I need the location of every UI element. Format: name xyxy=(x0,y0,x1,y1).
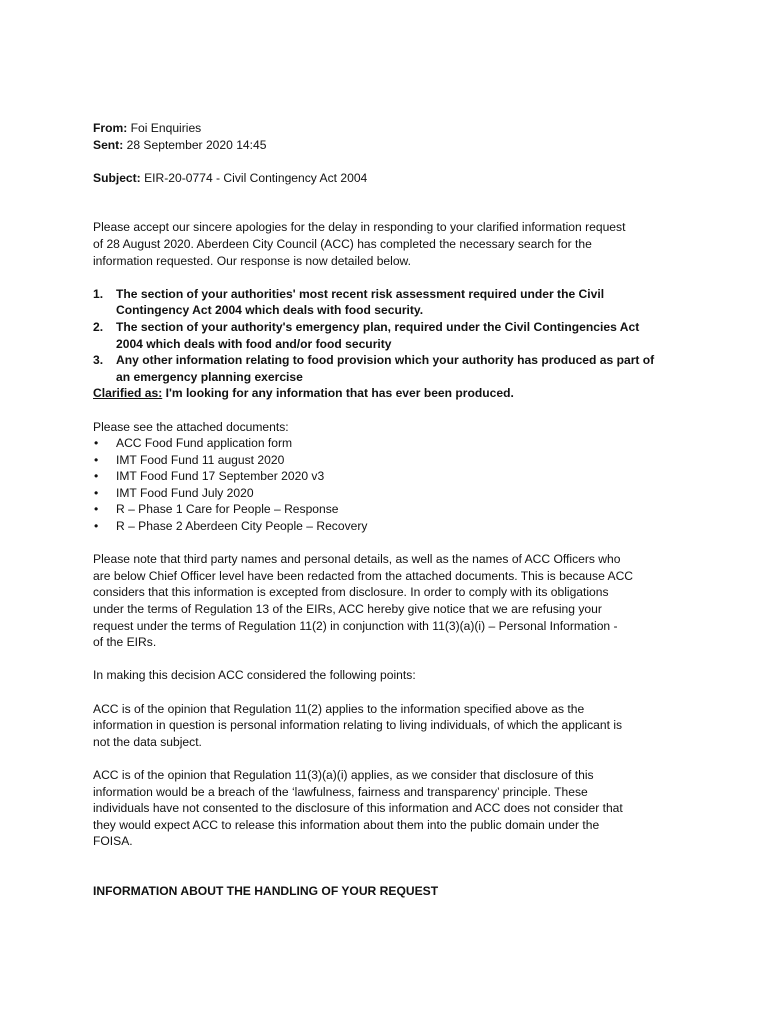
attachment-name: IMT Food Fund July 2020 xyxy=(116,485,254,500)
handling-heading: INFORMATION ABOUT THE HANDLING OF YOUR REQUEST xyxy=(93,883,439,898)
point-line: FOISA. xyxy=(93,834,133,849)
request-line: The section of your authority's emergency plan, required under the Civil Contingencies Act xyxy=(116,319,640,334)
bullet-icon: • xyxy=(94,436,99,451)
bullet-icon: • xyxy=(94,452,99,467)
request-item xyxy=(93,319,685,352)
point-line: ACC is of the opinion that Regulation 11(2) applies to the information specified above as the xyxy=(93,701,585,716)
point-line: information in question is personal information relating to living individuals, of which the applicant is xyxy=(93,718,623,733)
point-two-paragraph xyxy=(93,767,685,850)
intro-line: information requested. Our response is now detailed below. xyxy=(93,253,411,268)
redaction-line: under the terms of Regulation 13 of the EIRs, ACC hereby give notice that we are refusing your xyxy=(93,602,602,617)
redaction-line: Please note that third party names and personal details, as well as the names of ACC Officers who xyxy=(93,552,621,567)
point-line: not the data subject. xyxy=(93,734,202,749)
attachments-intro: Please see the attached documents: xyxy=(93,419,289,434)
redaction-line: of the EIRs. xyxy=(93,635,157,650)
attachment-name: IMT Food Fund 17 September 2020 v3 xyxy=(116,469,325,484)
intro-line: Please accept our sincere apologies for the delay in responding to your clarified information request xyxy=(93,220,626,235)
attachment-item xyxy=(93,501,685,518)
attachment-item xyxy=(93,485,685,502)
bullet-icon: • xyxy=(94,502,99,517)
redaction-paragraph xyxy=(93,551,685,651)
from-line xyxy=(93,120,685,137)
request-number: 2. xyxy=(93,319,104,334)
from-label: From: xyxy=(93,121,128,135)
intro-paragraph xyxy=(93,219,685,269)
request-line: The section of your authorities' most recent risk assessment required under the Civil xyxy=(116,286,605,301)
attachment-name: R – Phase 1 Care for People – Response xyxy=(116,502,339,517)
request-line: an emergency planning exercise xyxy=(116,369,303,384)
request-line: 2004 which deals with food and/or food security xyxy=(116,336,392,351)
attachment-item xyxy=(93,468,685,485)
point-line: they would expect ACC to release this information about them into the public domain under the xyxy=(93,817,600,832)
redaction-line: are below Chief Officer level have been redacted from the attached documents. This is because ACC xyxy=(93,568,634,583)
point-one-paragraph xyxy=(93,701,685,751)
attachment-name: IMT Food Fund 11 august 2020 xyxy=(116,452,285,467)
attachment-item xyxy=(93,435,685,452)
redaction-line: considers that this information is excepted from disclosure. In order to comply with its obligations xyxy=(93,585,609,600)
request-item xyxy=(93,286,685,319)
sent-value: 28 September 2020 14:45 xyxy=(126,137,267,152)
sent-line xyxy=(93,137,685,154)
request-line: Contingency Act 2004 which deals with food security. xyxy=(116,303,424,318)
request-item xyxy=(93,352,685,385)
point-line: individuals have not consented to the disclosure of this information and ACC does not consider that xyxy=(93,801,623,816)
from-value: Foi Enquiries xyxy=(130,121,202,135)
attachment-item xyxy=(93,518,685,535)
subject-value: EIR-20-0774 - Civil Contingency Act 2004 xyxy=(144,170,368,185)
attachment-name: ACC Food Fund application form xyxy=(116,436,293,451)
bullet-icon: • xyxy=(94,469,99,484)
attachment-list xyxy=(93,435,685,535)
redaction-line: request under the terms of Regulation 11(2) in conjunction with 11(3)(a)(i) – Personal Information - xyxy=(93,618,618,633)
sent-label: Sent: xyxy=(93,137,124,152)
intro-line: of 28 August 2020. Aberdeen City Council (ACC) has completed the necessary search for the xyxy=(93,236,592,251)
letter-page xyxy=(93,120,685,900)
subject-label: Subject: xyxy=(93,170,141,185)
request-list xyxy=(93,286,685,386)
request-line: Any other information relating to food provision which your authority has produced as part of xyxy=(116,353,655,368)
point-line: ACC is of the opinion that Regulation 11(3)(a)(i) applies, as we consider that disclosure of this xyxy=(93,767,594,782)
request-number: 1. xyxy=(93,286,104,301)
bullet-icon: • xyxy=(94,485,99,500)
point-line: information would be a breach of the ‘lawfulness, fairness and transparency’ principle. These xyxy=(93,784,588,799)
attachment-item xyxy=(93,452,685,469)
clarified-line xyxy=(93,385,685,402)
clarified-label: Clarified as: xyxy=(93,386,163,401)
attachment-name: R – Phase 2 Aberdeen City People – Recovery xyxy=(116,519,368,534)
clarified-text: I'm looking for any information that has ever been produced. xyxy=(162,386,514,401)
subject-line xyxy=(93,170,685,187)
decision-intro: In making this decision ACC considered the following points: xyxy=(93,668,416,683)
bullet-icon: • xyxy=(94,519,99,534)
request-number: 3. xyxy=(93,353,104,368)
